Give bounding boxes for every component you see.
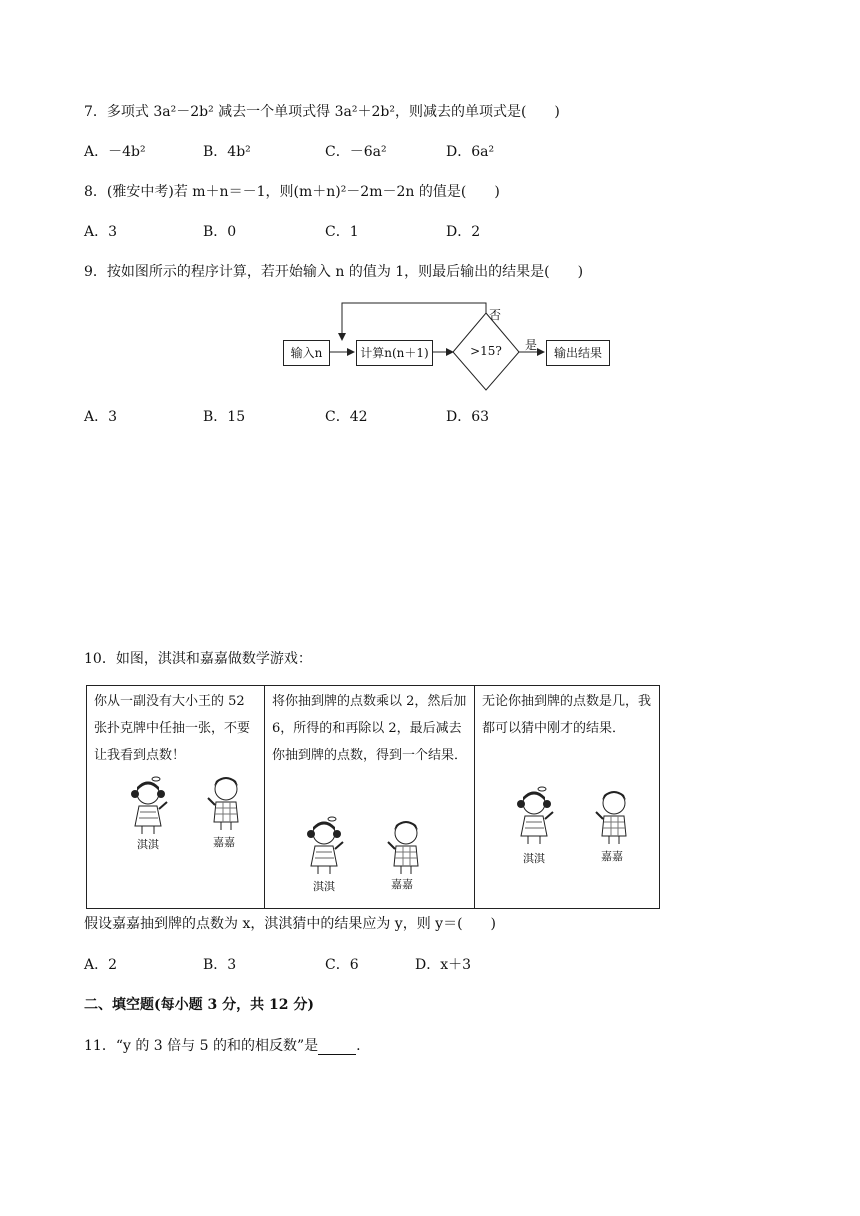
q9-options xyxy=(84,408,684,426)
q9-option-a: A．3 xyxy=(84,409,118,425)
q10-option-a: A．2 xyxy=(84,957,118,973)
girl-name: 淇淇 xyxy=(313,880,335,893)
game-panel-2 xyxy=(264,686,474,908)
boy-name: 嘉嘉 xyxy=(391,878,413,891)
flow-output-box: 输出结果 xyxy=(546,340,610,366)
answer-blank[interactable] xyxy=(318,1040,356,1055)
q7-option-a: A．－4b² xyxy=(84,144,146,160)
flow-compute-box: 计算n(n＋1) xyxy=(356,340,433,366)
q10-stem: 10．如图，淇淇和嘉嘉做数学游戏： xyxy=(84,651,312,667)
q8-option-d: D．2 xyxy=(446,224,481,240)
q8-option-a: A．3 xyxy=(84,224,118,240)
q11-end: . xyxy=(356,1038,361,1054)
q10-options xyxy=(84,956,684,974)
q9-stem: 9．按如图所示的程序计算，若开始输入 n 的值为 1，则最后输出的结果是( ) xyxy=(84,264,584,280)
q7-option-c: C．－6a² xyxy=(325,144,387,160)
arrow-loop-back xyxy=(342,303,486,340)
boy-icon xyxy=(591,786,637,846)
q10-option-d: D．x＋3 xyxy=(415,957,472,973)
flow-no-label: 否 xyxy=(489,308,502,322)
q8-options xyxy=(84,223,684,241)
q7-option-d: D．6a² xyxy=(446,144,495,160)
q11-stem: 11．“y 的 3 倍与 5 的和的相反数”是 xyxy=(84,1038,319,1054)
q10-after-text: 假设嘉嘉抽到牌的点数为 x，淇淇猜中的结果应为 y，则 y＝( ) xyxy=(84,916,496,932)
section-heading: 二、填空题(每小题 3 分，共 12 分) xyxy=(84,997,314,1013)
panel-2-text: 将你抽到牌的点数乘以 2，然后加 6，所得的和再除以 2，最后减去你抽到牌的点数，得到一个结果． xyxy=(272,694,468,763)
q9-option-c: C．42 xyxy=(325,409,368,425)
q9-flowchart xyxy=(280,300,620,392)
q9-option-d: D．63 xyxy=(446,409,490,425)
q10-option-b: B．3 xyxy=(203,957,237,973)
q11 xyxy=(84,1037,361,1055)
flow-input-box: 输入n xyxy=(283,340,330,366)
girl-name: 淇淇 xyxy=(523,852,545,865)
q7-option-b: B．4b² xyxy=(203,144,251,160)
boy-icon xyxy=(383,816,429,876)
boy-name: 嘉嘉 xyxy=(601,850,623,863)
girl-icon xyxy=(125,776,171,836)
panel-3-text: 无论你抽到牌的点数是几，我都可以猜中刚才的结果． xyxy=(482,694,652,736)
q8-option-b: B．0 xyxy=(203,224,237,240)
game-panel-3 xyxy=(474,686,660,908)
q7-stem: 7．多项式 3a²－2b² 减去一个单项式得 3a²＋2b²，则减去的单项式是( ) xyxy=(84,104,560,120)
panel-1-text: 你从一副没有大小王的 52 张扑克牌中任抽一张，不要让我看到点数！ xyxy=(94,694,251,763)
q10-option-c: C．6 xyxy=(325,957,359,973)
girl-name: 淇淇 xyxy=(137,838,159,851)
boy-icon xyxy=(203,772,249,832)
q10-game-table xyxy=(86,685,660,909)
game-panel-1 xyxy=(87,686,264,908)
q8-stem: 8．(雅安中考)若 m＋n＝－1，则(m＋n)²－2m－2n 的值是( ) xyxy=(84,184,500,200)
boy-name: 嘉嘉 xyxy=(213,836,235,849)
flow-yes-label: 是 xyxy=(525,338,538,352)
girl-icon xyxy=(301,816,347,876)
flow-decision-label: >15? xyxy=(470,344,502,358)
q9-option-b: B．15 xyxy=(203,409,246,425)
q8-option-c: C．1 xyxy=(325,224,359,240)
girl-icon xyxy=(511,786,557,846)
q7-options xyxy=(84,143,684,161)
